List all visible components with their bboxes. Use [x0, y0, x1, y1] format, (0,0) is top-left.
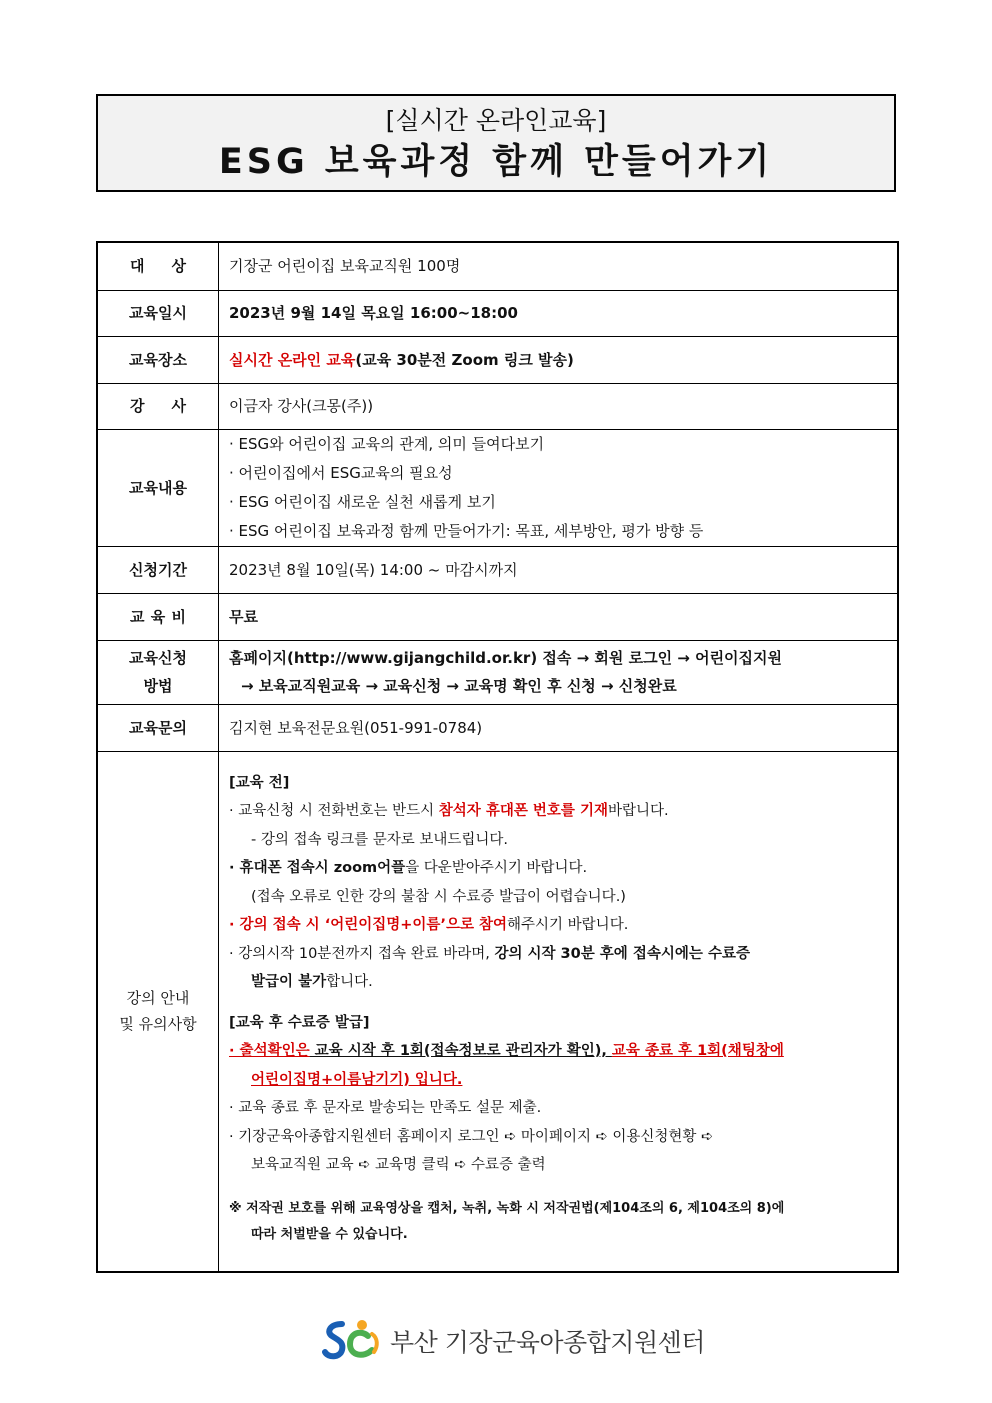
note-line: · 교육 종료 후 문자로 발송되는 만족도 설문 제출.: [229, 1100, 542, 1116]
note-line: · 기장군육아종합지원센터 홈페이지 로그인 ➪ 마이페이지 ➪ 이용신청현황 ➪: [229, 1128, 714, 1145]
note-line: [229, 1066, 887, 1095]
info-table: [96, 241, 899, 1273]
row-fee: [97, 593, 898, 640]
label-fee: [97, 593, 219, 640]
note-highlight: · 강의 접속 시 ‘어린이집명+이름’으로 참여: [229, 917, 508, 933]
footer-brand: [322, 1318, 705, 1364]
label-lecturer: [97, 383, 219, 429]
label-char: 육: [150, 607, 166, 626]
label-notes-line: 강의 안내: [126, 989, 190, 1008]
after-section-title: [교육 후 수료증 발급]: [229, 1014, 370, 1031]
copyright-notice: ※ 저작권 보호를 위해 교육영상을 캡처, 녹취, 녹화 시 저작권법(제104조의 6, 제104조의 8)에: [229, 1200, 785, 1216]
label-inquiry: 교육문의: [97, 704, 219, 751]
note-text: · 강의시작 10분전까지 접속 완료 바라며,: [229, 945, 495, 962]
row-content: [97, 429, 898, 546]
label-apply-line: 방법: [143, 677, 173, 695]
label-apply: [97, 640, 219, 704]
value-date: 2023년 9월 14일 목요일 16:00~18:00: [219, 290, 899, 336]
label-period: 신청기간: [97, 546, 219, 593]
title-box: [96, 94, 896, 192]
note-line: 보육교직원 교육 ➪ 교육명 클릭 ➪ 수료증 출력: [251, 1157, 546, 1173]
note-line: (접속 오류로 인한 강의 불참 시 수료증 발급이 어렵습니다.): [251, 888, 626, 905]
value-apply: [219, 640, 899, 704]
content-item: · ESG 어린이집 보육과정 함께 만들어가기: 목표, 세부방안, 평가 방향 등: [229, 521, 704, 540]
before-section-title: [교육 전]: [229, 774, 290, 791]
value-lecturer: 이금자 강사(크몽(주)): [219, 383, 899, 429]
label-target: [97, 242, 219, 290]
note-highlight: 어린이집명+이름남기기) 입니다.: [251, 1071, 463, 1088]
label-char: 비: [171, 607, 186, 626]
copyright-notice: 따라 처벌받을 수 있습니다.: [251, 1226, 408, 1242]
row-target: [97, 242, 898, 290]
value-fee: 무료: [219, 593, 899, 640]
row-notes: [97, 751, 898, 1272]
label-char: 강: [130, 397, 145, 415]
note-highlight: 교육 종료 후 1회(채팅창에: [611, 1043, 784, 1059]
content-item: · ESG와 어린이집 교육의 관계, 의미 들여다보기: [229, 434, 545, 453]
row-lecturer: [97, 383, 898, 429]
note-text: 합니다.: [326, 974, 373, 990]
content-item: · 어린이집에서 ESG교육의 필요성: [229, 463, 453, 482]
page-title: ESG 보육과정 함께 만들어가기: [218, 142, 774, 182]
title-subtitle: [실시간 온라인교육]: [385, 106, 607, 135]
label-date: 교육일시: [97, 290, 219, 336]
row-date: [97, 290, 898, 336]
note-bold: 강의 시작 30분 후에 접속시에는 수료증: [494, 945, 750, 962]
note-text: · 교육신청 시 전화번호는 반드시: [229, 803, 439, 819]
note-line: [229, 968, 887, 997]
note-line: - 강의 접속 링크를 문자로 보내드립니다.: [251, 831, 508, 848]
place-zoom-text: (교육 30분전 Zoom 링크 발송): [355, 350, 574, 369]
value-target: 기장군 어린이집 보육교직원 100명: [219, 242, 899, 290]
label-char: 사: [171, 397, 186, 415]
note-bold: 교육 시작 후 1회(접속정보로 관리자가 확인),: [309, 1043, 612, 1059]
row-period: [97, 546, 898, 593]
label-content: 교육내용: [97, 429, 219, 546]
note-line: [229, 854, 887, 883]
label-notes: [97, 751, 219, 1272]
apply-step-line: → 보육교직원교육 → 교육신청 → 교육명 확인 후 신청 → 신청완료: [241, 677, 677, 695]
label-char: 대: [130, 257, 145, 276]
note-highlight: 참석자 휴대폰 번호를 기재: [438, 803, 608, 819]
place-online-text: 실시간 온라인 교육: [229, 350, 356, 369]
row-inquiry: [97, 704, 898, 751]
label-apply-line: 교육신청: [129, 649, 187, 667]
row-place: [97, 336, 898, 383]
label-char: 교: [130, 607, 145, 626]
note-line: [229, 1037, 887, 1066]
label-char: 상: [171, 257, 186, 276]
value-place: [219, 336, 899, 383]
value-period: 2023년 8월 10일(목) 14:00 ~ 마감시까지: [219, 546, 899, 593]
note-text: 해주시기 바랍니다.: [507, 917, 629, 933]
value-inquiry: 김지현 보육전문요원(051-991-0784): [219, 704, 899, 751]
note-line: [229, 797, 887, 826]
label-notes-line: 및 유의사항: [119, 1015, 197, 1034]
content-item: · ESG 어린이집 새로운 실천 새롭게 보기: [229, 492, 496, 511]
note-line: [229, 940, 887, 969]
note-highlight: · 출석확인은: [229, 1043, 310, 1059]
note-text: 을 다운받아주시기 바랍니다.: [405, 860, 588, 876]
value-content: [219, 429, 899, 546]
value-notes: [219, 751, 899, 1272]
note-bold: 발급이 불가: [251, 974, 327, 990]
row-apply: [97, 640, 898, 704]
footer-center-name: 부산 기장군육아종합지원센터: [390, 1328, 705, 1357]
apply-step-line: 홈페이지(http://www.gijangchild.or.kr) 접속 → 회원 로그인 → 어린이집지원: [229, 649, 783, 667]
label-place: 교육장소: [97, 336, 219, 383]
note-text: 바랍니다.: [607, 803, 669, 819]
note-bold: · 휴대폰 접속시 zoom어플: [229, 860, 406, 876]
note-line: [229, 911, 887, 940]
center-logo-icon: [322, 1316, 382, 1366]
